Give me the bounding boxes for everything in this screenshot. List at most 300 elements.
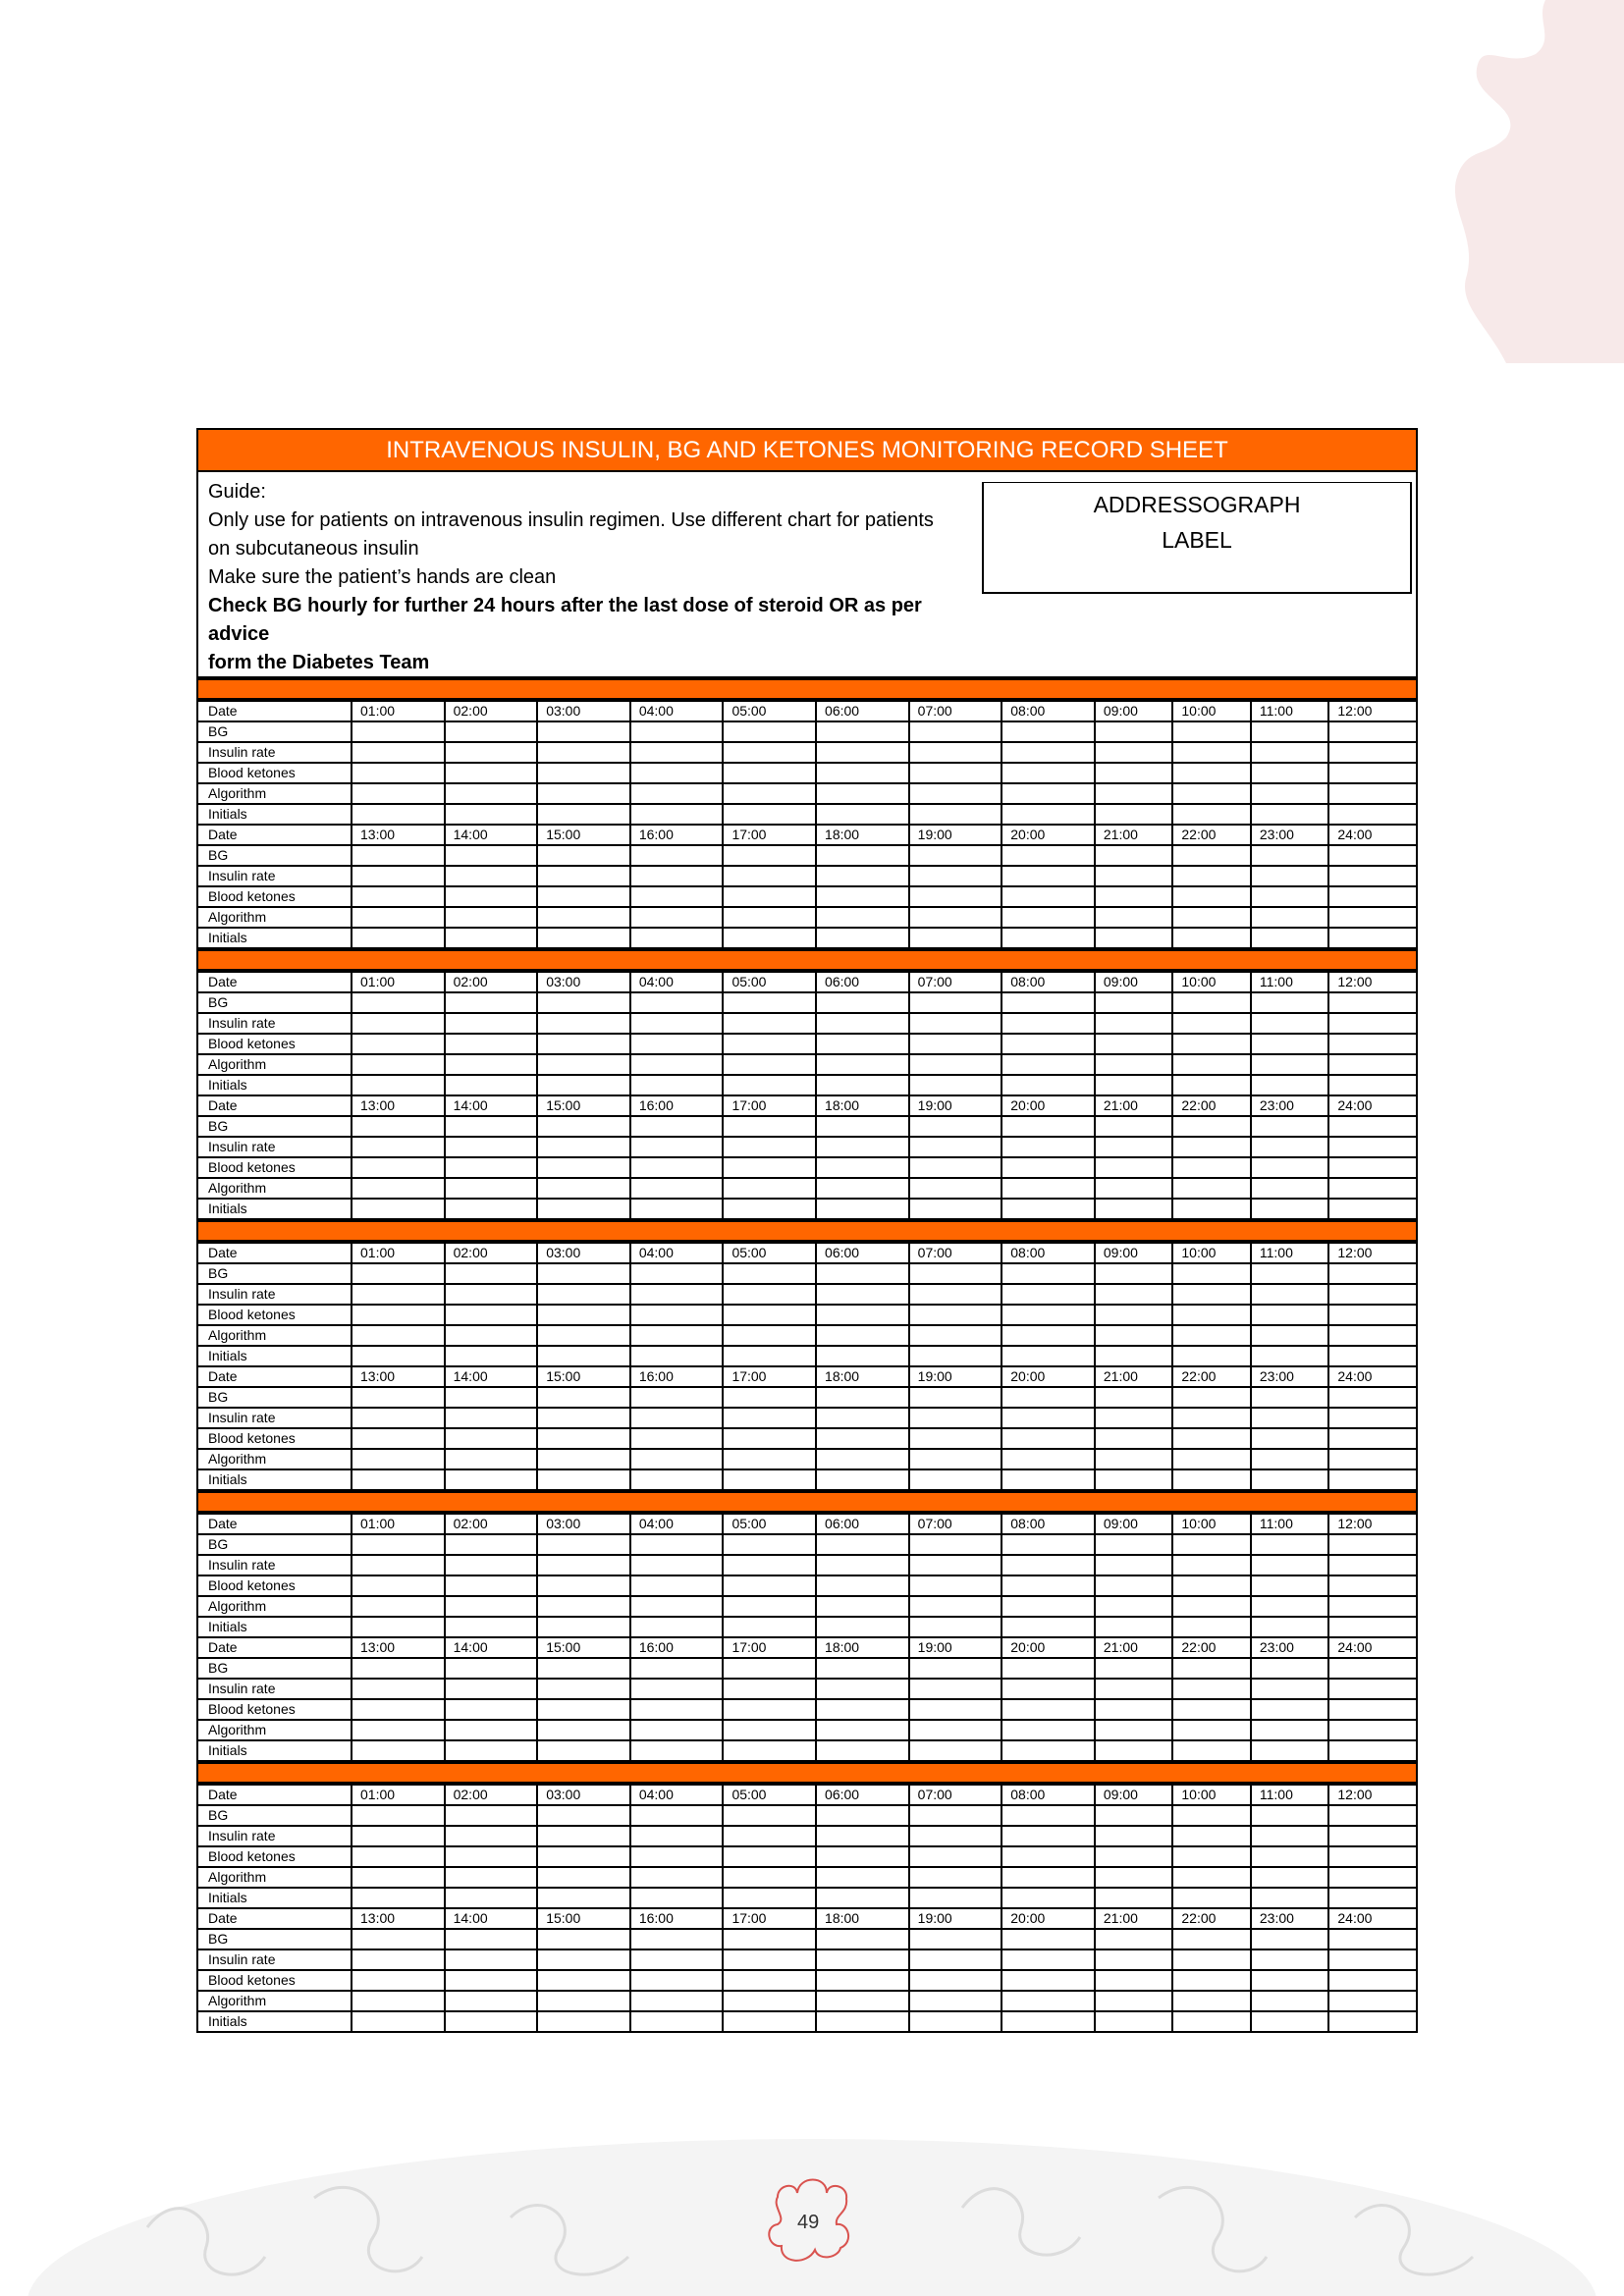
entry-cell[interactable]	[816, 1699, 909, 1720]
entry-cell[interactable]	[723, 1075, 816, 1095]
entry-cell[interactable]	[630, 1846, 724, 1867]
addressograph-label-box[interactable]	[982, 482, 1412, 594]
entry-cell[interactable]	[723, 1658, 816, 1679]
entry-cell[interactable]	[352, 1428, 445, 1449]
entry-cell[interactable]	[445, 1720, 538, 1740]
entry-cell[interactable]	[352, 1137, 445, 1157]
entry-cell[interactable]	[1172, 1699, 1251, 1720]
entry-cell[interactable]	[537, 1408, 630, 1428]
entry-cell[interactable]	[1001, 721, 1095, 742]
entry-cell[interactable]	[1001, 1157, 1095, 1178]
entry-cell[interactable]	[537, 1449, 630, 1469]
entry-cell[interactable]	[537, 1075, 630, 1095]
entry-cell[interactable]	[537, 804, 630, 825]
entry-cell[interactable]	[445, 928, 538, 948]
entry-cell[interactable]	[1251, 1178, 1329, 1199]
entry-cell[interactable]	[445, 1054, 538, 1075]
entry-cell[interactable]	[445, 1888, 538, 1908]
entry-cell[interactable]	[1251, 1346, 1329, 1366]
entry-cell[interactable]	[1328, 1929, 1417, 1949]
entry-cell[interactable]	[630, 783, 724, 804]
entry-cell[interactable]	[1172, 928, 1251, 948]
entry-cell[interactable]	[909, 1617, 1002, 1637]
entry-cell[interactable]	[630, 1178, 724, 1199]
entry-cell[interactable]	[1001, 1408, 1095, 1428]
entry-cell[interactable]	[445, 1387, 538, 1408]
entry-cell[interactable]	[1001, 1846, 1095, 1867]
entry-cell[interactable]	[1001, 1449, 1095, 1469]
entry-cell[interactable]	[630, 992, 724, 1013]
entry-cell[interactable]	[352, 1325, 445, 1346]
entry-cell[interactable]	[1001, 1805, 1095, 1826]
entry-cell[interactable]	[1001, 1013, 1095, 1034]
entry-cell[interactable]	[445, 1284, 538, 1305]
entry-cell[interactable]	[816, 928, 909, 948]
entry-cell[interactable]	[630, 1469, 724, 1490]
entry-cell[interactable]	[630, 1137, 724, 1157]
entry-cell[interactable]	[630, 1428, 724, 1449]
entry-cell[interactable]	[1328, 1888, 1417, 1908]
entry-cell[interactable]	[352, 1555, 445, 1575]
entry-cell[interactable]	[1095, 763, 1173, 783]
entry-cell[interactable]	[352, 1157, 445, 1178]
entry-cell[interactable]	[1001, 1534, 1095, 1555]
entry-cell[interactable]	[1001, 742, 1095, 763]
entry-cell[interactable]	[909, 1867, 1002, 1888]
entry-cell[interactable]	[1328, 1720, 1417, 1740]
entry-cell[interactable]	[630, 1263, 724, 1284]
entry-cell[interactable]	[816, 1846, 909, 1867]
entry-cell[interactable]	[1172, 1846, 1251, 1867]
entry-cell[interactable]	[909, 1075, 1002, 1095]
entry-cell[interactable]	[1328, 907, 1417, 928]
entry-cell[interactable]	[909, 804, 1002, 825]
entry-cell[interactable]	[1251, 1929, 1329, 1949]
entry-cell[interactable]	[1328, 721, 1417, 742]
entry-cell[interactable]	[1328, 1617, 1417, 1637]
entry-cell[interactable]	[723, 2011, 816, 2032]
entry-cell[interactable]	[909, 1720, 1002, 1740]
entry-cell[interactable]	[352, 1305, 445, 1325]
entry-cell[interactable]	[909, 1970, 1002, 1991]
entry-cell[interactable]	[1172, 1970, 1251, 1991]
entry-cell[interactable]	[537, 1970, 630, 1991]
entry-cell[interactable]	[1095, 1469, 1173, 1490]
entry-cell[interactable]	[909, 2011, 1002, 2032]
entry-cell[interactable]	[723, 845, 816, 866]
entry-cell[interactable]	[1001, 866, 1095, 886]
entry-cell[interactable]	[723, 1178, 816, 1199]
entry-cell[interactable]	[537, 1888, 630, 1908]
entry-cell[interactable]	[1095, 1991, 1173, 2011]
entry-cell[interactable]	[816, 1826, 909, 1846]
entry-cell[interactable]	[1095, 1387, 1173, 1408]
entry-cell[interactable]	[1095, 1428, 1173, 1449]
entry-cell[interactable]	[1172, 1596, 1251, 1617]
entry-cell[interactable]	[1001, 928, 1095, 948]
entry-cell[interactable]	[445, 1867, 538, 1888]
entry-cell[interactable]	[445, 1428, 538, 1449]
entry-cell[interactable]	[445, 783, 538, 804]
entry-cell[interactable]	[1172, 1178, 1251, 1199]
entry-cell[interactable]	[1172, 1617, 1251, 1637]
entry-cell[interactable]	[1172, 1284, 1251, 1305]
entry-cell[interactable]	[445, 1157, 538, 1178]
entry-cell[interactable]	[445, 1199, 538, 1219]
entry-cell[interactable]	[1172, 1346, 1251, 1366]
entry-cell[interactable]	[1172, 2011, 1251, 2032]
entry-cell[interactable]	[537, 1137, 630, 1157]
entry-cell[interactable]	[1001, 1137, 1095, 1157]
entry-cell[interactable]	[352, 886, 445, 907]
entry-cell[interactable]	[537, 845, 630, 866]
entry-cell[interactable]	[816, 721, 909, 742]
entry-cell[interactable]	[909, 1826, 1002, 1846]
entry-cell[interactable]	[445, 1534, 538, 1555]
entry-cell[interactable]	[1001, 1949, 1095, 1970]
entry-cell[interactable]	[723, 1949, 816, 1970]
entry-cell[interactable]	[1095, 1679, 1173, 1699]
entry-cell[interactable]	[352, 1075, 445, 1095]
entry-cell[interactable]	[1095, 1034, 1173, 1054]
entry-cell[interactable]	[1001, 845, 1095, 866]
entry-cell[interactable]	[1251, 1679, 1329, 1699]
entry-cell[interactable]	[723, 1157, 816, 1178]
entry-cell[interactable]	[1095, 742, 1173, 763]
entry-cell[interactable]	[909, 992, 1002, 1013]
entry-cell[interactable]	[1095, 1137, 1173, 1157]
entry-cell[interactable]	[445, 1949, 538, 1970]
entry-cell[interactable]	[816, 1137, 909, 1157]
entry-cell[interactable]	[537, 1284, 630, 1305]
entry-cell[interactable]	[816, 2011, 909, 2032]
entry-cell[interactable]	[1328, 1263, 1417, 1284]
entry-cell[interactable]	[352, 1991, 445, 2011]
entry-cell[interactable]	[1095, 866, 1173, 886]
entry-cell[interactable]	[1251, 1075, 1329, 1095]
entry-cell[interactable]	[1095, 1449, 1173, 1469]
entry-cell[interactable]	[1095, 1284, 1173, 1305]
entry-cell[interactable]	[1251, 1137, 1329, 1157]
entry-cell[interactable]	[630, 845, 724, 866]
entry-cell[interactable]	[1172, 907, 1251, 928]
entry-cell[interactable]	[1172, 1555, 1251, 1575]
entry-cell[interactable]	[630, 1720, 724, 1740]
entry-cell[interactable]	[1251, 1387, 1329, 1408]
entry-cell[interactable]	[1172, 742, 1251, 763]
entry-cell[interactable]	[1095, 1888, 1173, 1908]
entry-cell[interactable]	[723, 1555, 816, 1575]
entry-cell[interactable]	[1172, 1449, 1251, 1469]
entry-cell[interactable]	[816, 1575, 909, 1596]
entry-cell[interactable]	[816, 1305, 909, 1325]
entry-cell[interactable]	[1328, 1013, 1417, 1034]
entry-cell[interactable]	[1001, 1826, 1095, 1846]
entry-cell[interactable]	[816, 992, 909, 1013]
entry-cell[interactable]	[1095, 1617, 1173, 1637]
entry-cell[interactable]	[1172, 1075, 1251, 1095]
entry-cell[interactable]	[1328, 804, 1417, 825]
entry-cell[interactable]	[352, 1888, 445, 1908]
entry-cell[interactable]	[537, 1263, 630, 1284]
entry-cell[interactable]	[352, 1116, 445, 1137]
entry-cell[interactable]	[352, 742, 445, 763]
entry-cell[interactable]	[630, 721, 724, 742]
entry-cell[interactable]	[352, 1013, 445, 1034]
entry-cell[interactable]	[723, 1054, 816, 1075]
entry-cell[interactable]	[537, 907, 630, 928]
entry-cell[interactable]	[537, 1325, 630, 1346]
entry-cell[interactable]	[537, 1617, 630, 1637]
entry-cell[interactable]	[1172, 1013, 1251, 1034]
entry-cell[interactable]	[1095, 1805, 1173, 1826]
entry-cell[interactable]	[630, 1075, 724, 1095]
entry-cell[interactable]	[909, 1013, 1002, 1034]
entry-cell[interactable]	[352, 1199, 445, 1219]
entry-cell[interactable]	[537, 1054, 630, 1075]
entry-cell[interactable]	[1251, 1449, 1329, 1469]
entry-cell[interactable]	[1251, 1596, 1329, 1617]
entry-cell[interactable]	[909, 1137, 1002, 1157]
entry-cell[interactable]	[816, 1075, 909, 1095]
entry-cell[interactable]	[1095, 1970, 1173, 1991]
entry-cell[interactable]	[723, 1740, 816, 1761]
entry-cell[interactable]	[537, 1178, 630, 1199]
entry-cell[interactable]	[1328, 886, 1417, 907]
entry-cell[interactable]	[1328, 1428, 1417, 1449]
entry-cell[interactable]	[1328, 1970, 1417, 1991]
entry-cell[interactable]	[723, 1575, 816, 1596]
entry-cell[interactable]	[352, 1575, 445, 1596]
entry-cell[interactable]	[630, 1740, 724, 1761]
entry-cell[interactable]	[630, 1826, 724, 1846]
entry-cell[interactable]	[537, 1346, 630, 1366]
entry-cell[interactable]	[630, 1555, 724, 1575]
entry-cell[interactable]	[1001, 1346, 1095, 1366]
entry-cell[interactable]	[1095, 1867, 1173, 1888]
entry-cell[interactable]	[630, 1949, 724, 1970]
entry-cell[interactable]	[1095, 1075, 1173, 1095]
entry-cell[interactable]	[537, 1013, 630, 1034]
entry-cell[interactable]	[816, 866, 909, 886]
entry-cell[interactable]	[1001, 1305, 1095, 1325]
entry-cell[interactable]	[909, 1408, 1002, 1428]
entry-cell[interactable]	[1251, 1428, 1329, 1449]
entry-cell[interactable]	[816, 1679, 909, 1699]
entry-cell[interactable]	[909, 1263, 1002, 1284]
entry-cell[interactable]	[1251, 1263, 1329, 1284]
entry-cell[interactable]	[723, 1284, 816, 1305]
entry-cell[interactable]	[723, 866, 816, 886]
entry-cell[interactable]	[537, 1116, 630, 1137]
entry-cell[interactable]	[630, 1034, 724, 1054]
entry-cell[interactable]	[909, 1325, 1002, 1346]
entry-cell[interactable]	[816, 1867, 909, 1888]
entry-cell[interactable]	[630, 1699, 724, 1720]
entry-cell[interactable]	[723, 1305, 816, 1325]
entry-cell[interactable]	[723, 1888, 816, 1908]
entry-cell[interactable]	[723, 1617, 816, 1637]
entry-cell[interactable]	[537, 1826, 630, 1846]
entry-cell[interactable]	[1251, 1658, 1329, 1679]
entry-cell[interactable]	[537, 1679, 630, 1699]
entry-cell[interactable]	[445, 1137, 538, 1157]
entry-cell[interactable]	[1328, 1199, 1417, 1219]
entry-cell[interactable]	[909, 1284, 1002, 1305]
entry-cell[interactable]	[1172, 1387, 1251, 1408]
entry-cell[interactable]	[1328, 1469, 1417, 1490]
entry-cell[interactable]	[445, 1699, 538, 1720]
entry-cell[interactable]	[723, 1199, 816, 1219]
entry-cell[interactable]	[816, 1805, 909, 1826]
entry-cell[interactable]	[1172, 1805, 1251, 1826]
entry-cell[interactable]	[630, 1575, 724, 1596]
entry-cell[interactable]	[909, 1116, 1002, 1137]
entry-cell[interactable]	[352, 721, 445, 742]
entry-cell[interactable]	[1095, 783, 1173, 804]
entry-cell[interactable]	[1001, 1387, 1095, 1408]
entry-cell[interactable]	[445, 763, 538, 783]
entry-cell[interactable]	[1095, 1826, 1173, 1846]
entry-cell[interactable]	[630, 1679, 724, 1699]
entry-cell[interactable]	[537, 763, 630, 783]
entry-cell[interactable]	[630, 1116, 724, 1137]
entry-cell[interactable]	[1328, 1658, 1417, 1679]
entry-cell[interactable]	[630, 1534, 724, 1555]
entry-cell[interactable]	[1001, 1991, 1095, 2011]
entry-cell[interactable]	[723, 1387, 816, 1408]
entry-cell[interactable]	[1251, 928, 1329, 948]
entry-cell[interactable]	[909, 1846, 1002, 1867]
entry-cell[interactable]	[445, 886, 538, 907]
entry-cell[interactable]	[816, 907, 909, 928]
entry-cell[interactable]	[1095, 1157, 1173, 1178]
entry-cell[interactable]	[1001, 2011, 1095, 2032]
entry-cell[interactable]	[1328, 992, 1417, 1013]
entry-cell[interactable]	[1251, 1034, 1329, 1054]
entry-cell[interactable]	[1095, 1534, 1173, 1555]
entry-cell[interactable]	[1328, 1679, 1417, 1699]
entry-cell[interactable]	[1251, 1555, 1329, 1575]
entry-cell[interactable]	[816, 1408, 909, 1428]
entry-cell[interactable]	[816, 1949, 909, 1970]
entry-cell[interactable]	[1001, 992, 1095, 1013]
entry-cell[interactable]	[445, 1305, 538, 1325]
entry-cell[interactable]	[1001, 1469, 1095, 1490]
entry-cell[interactable]	[630, 1658, 724, 1679]
entry-cell[interactable]	[537, 2011, 630, 2032]
entry-cell[interactable]	[1251, 907, 1329, 928]
entry-cell[interactable]	[1251, 1305, 1329, 1325]
entry-cell[interactable]	[723, 1699, 816, 1720]
entry-cell[interactable]	[1251, 1617, 1329, 1637]
entry-cell[interactable]	[1251, 1157, 1329, 1178]
entry-cell[interactable]	[352, 1408, 445, 1428]
entry-cell[interactable]	[1095, 2011, 1173, 2032]
entry-cell[interactable]	[352, 1949, 445, 1970]
entry-cell[interactable]	[723, 1116, 816, 1137]
entry-cell[interactable]	[352, 1826, 445, 1846]
entry-cell[interactable]	[1095, 1720, 1173, 1740]
entry-cell[interactable]	[909, 1555, 1002, 1575]
entry-cell[interactable]	[1328, 1305, 1417, 1325]
entry-cell[interactable]	[909, 886, 1002, 907]
entry-cell[interactable]	[909, 721, 1002, 742]
entry-cell[interactable]	[445, 1075, 538, 1095]
entry-cell[interactable]	[1095, 1116, 1173, 1137]
entry-cell[interactable]	[1251, 1805, 1329, 1826]
entry-cell[interactable]	[537, 1596, 630, 1617]
entry-cell[interactable]	[1251, 1888, 1329, 1908]
entry-cell[interactable]	[537, 1867, 630, 1888]
entry-cell[interactable]	[1251, 1949, 1329, 1970]
entry-cell[interactable]	[1172, 763, 1251, 783]
entry-cell[interactable]	[630, 866, 724, 886]
entry-cell[interactable]	[537, 1949, 630, 1970]
entry-cell[interactable]	[1001, 1740, 1095, 1761]
entry-cell[interactable]	[445, 1596, 538, 1617]
entry-cell[interactable]	[909, 1888, 1002, 1908]
entry-cell[interactable]	[1251, 2011, 1329, 2032]
entry-cell[interactable]	[445, 1970, 538, 1991]
entry-cell[interactable]	[445, 1846, 538, 1867]
entry-cell[interactable]	[1328, 1740, 1417, 1761]
entry-cell[interactable]	[723, 763, 816, 783]
entry-cell[interactable]	[630, 763, 724, 783]
entry-cell[interactable]	[723, 804, 816, 825]
entry-cell[interactable]	[1001, 1929, 1095, 1949]
entry-cell[interactable]	[1095, 907, 1173, 928]
entry-cell[interactable]	[1172, 1305, 1251, 1325]
entry-cell[interactable]	[816, 1116, 909, 1137]
entry-cell[interactable]	[1251, 1575, 1329, 1596]
entry-cell[interactable]	[909, 1178, 1002, 1199]
entry-cell[interactable]	[1328, 742, 1417, 763]
entry-cell[interactable]	[1001, 1679, 1095, 1699]
entry-cell[interactable]	[630, 1596, 724, 1617]
entry-cell[interactable]	[816, 1178, 909, 1199]
entry-cell[interactable]	[1001, 1720, 1095, 1740]
entry-cell[interactable]	[909, 742, 1002, 763]
entry-cell[interactable]	[630, 1346, 724, 1366]
entry-cell[interactable]	[816, 1740, 909, 1761]
entry-cell[interactable]	[1001, 1428, 1095, 1449]
entry-cell[interactable]	[723, 992, 816, 1013]
entry-cell[interactable]	[1328, 1034, 1417, 1054]
entry-cell[interactable]	[1001, 1617, 1095, 1637]
entry-cell[interactable]	[1328, 1054, 1417, 1075]
entry-cell[interactable]	[909, 1596, 1002, 1617]
entry-cell[interactable]	[1095, 721, 1173, 742]
entry-cell[interactable]	[1328, 1449, 1417, 1469]
entry-cell[interactable]	[1172, 1991, 1251, 2011]
entry-cell[interactable]	[1251, 1116, 1329, 1137]
entry-cell[interactable]	[1172, 1116, 1251, 1137]
entry-cell[interactable]	[909, 1199, 1002, 1219]
entry-cell[interactable]	[816, 1617, 909, 1637]
entry-cell[interactable]	[1251, 845, 1329, 866]
entry-cell[interactable]	[816, 1325, 909, 1346]
entry-cell[interactable]	[1251, 1846, 1329, 1867]
entry-cell[interactable]	[816, 1387, 909, 1408]
entry-cell[interactable]	[445, 1034, 538, 1054]
entry-cell[interactable]	[1001, 783, 1095, 804]
entry-cell[interactable]	[1328, 1408, 1417, 1428]
entry-cell[interactable]	[1001, 1054, 1095, 1075]
entry-cell[interactable]	[1172, 1679, 1251, 1699]
entry-cell[interactable]	[1001, 1284, 1095, 1305]
entry-cell[interactable]	[816, 1888, 909, 1908]
